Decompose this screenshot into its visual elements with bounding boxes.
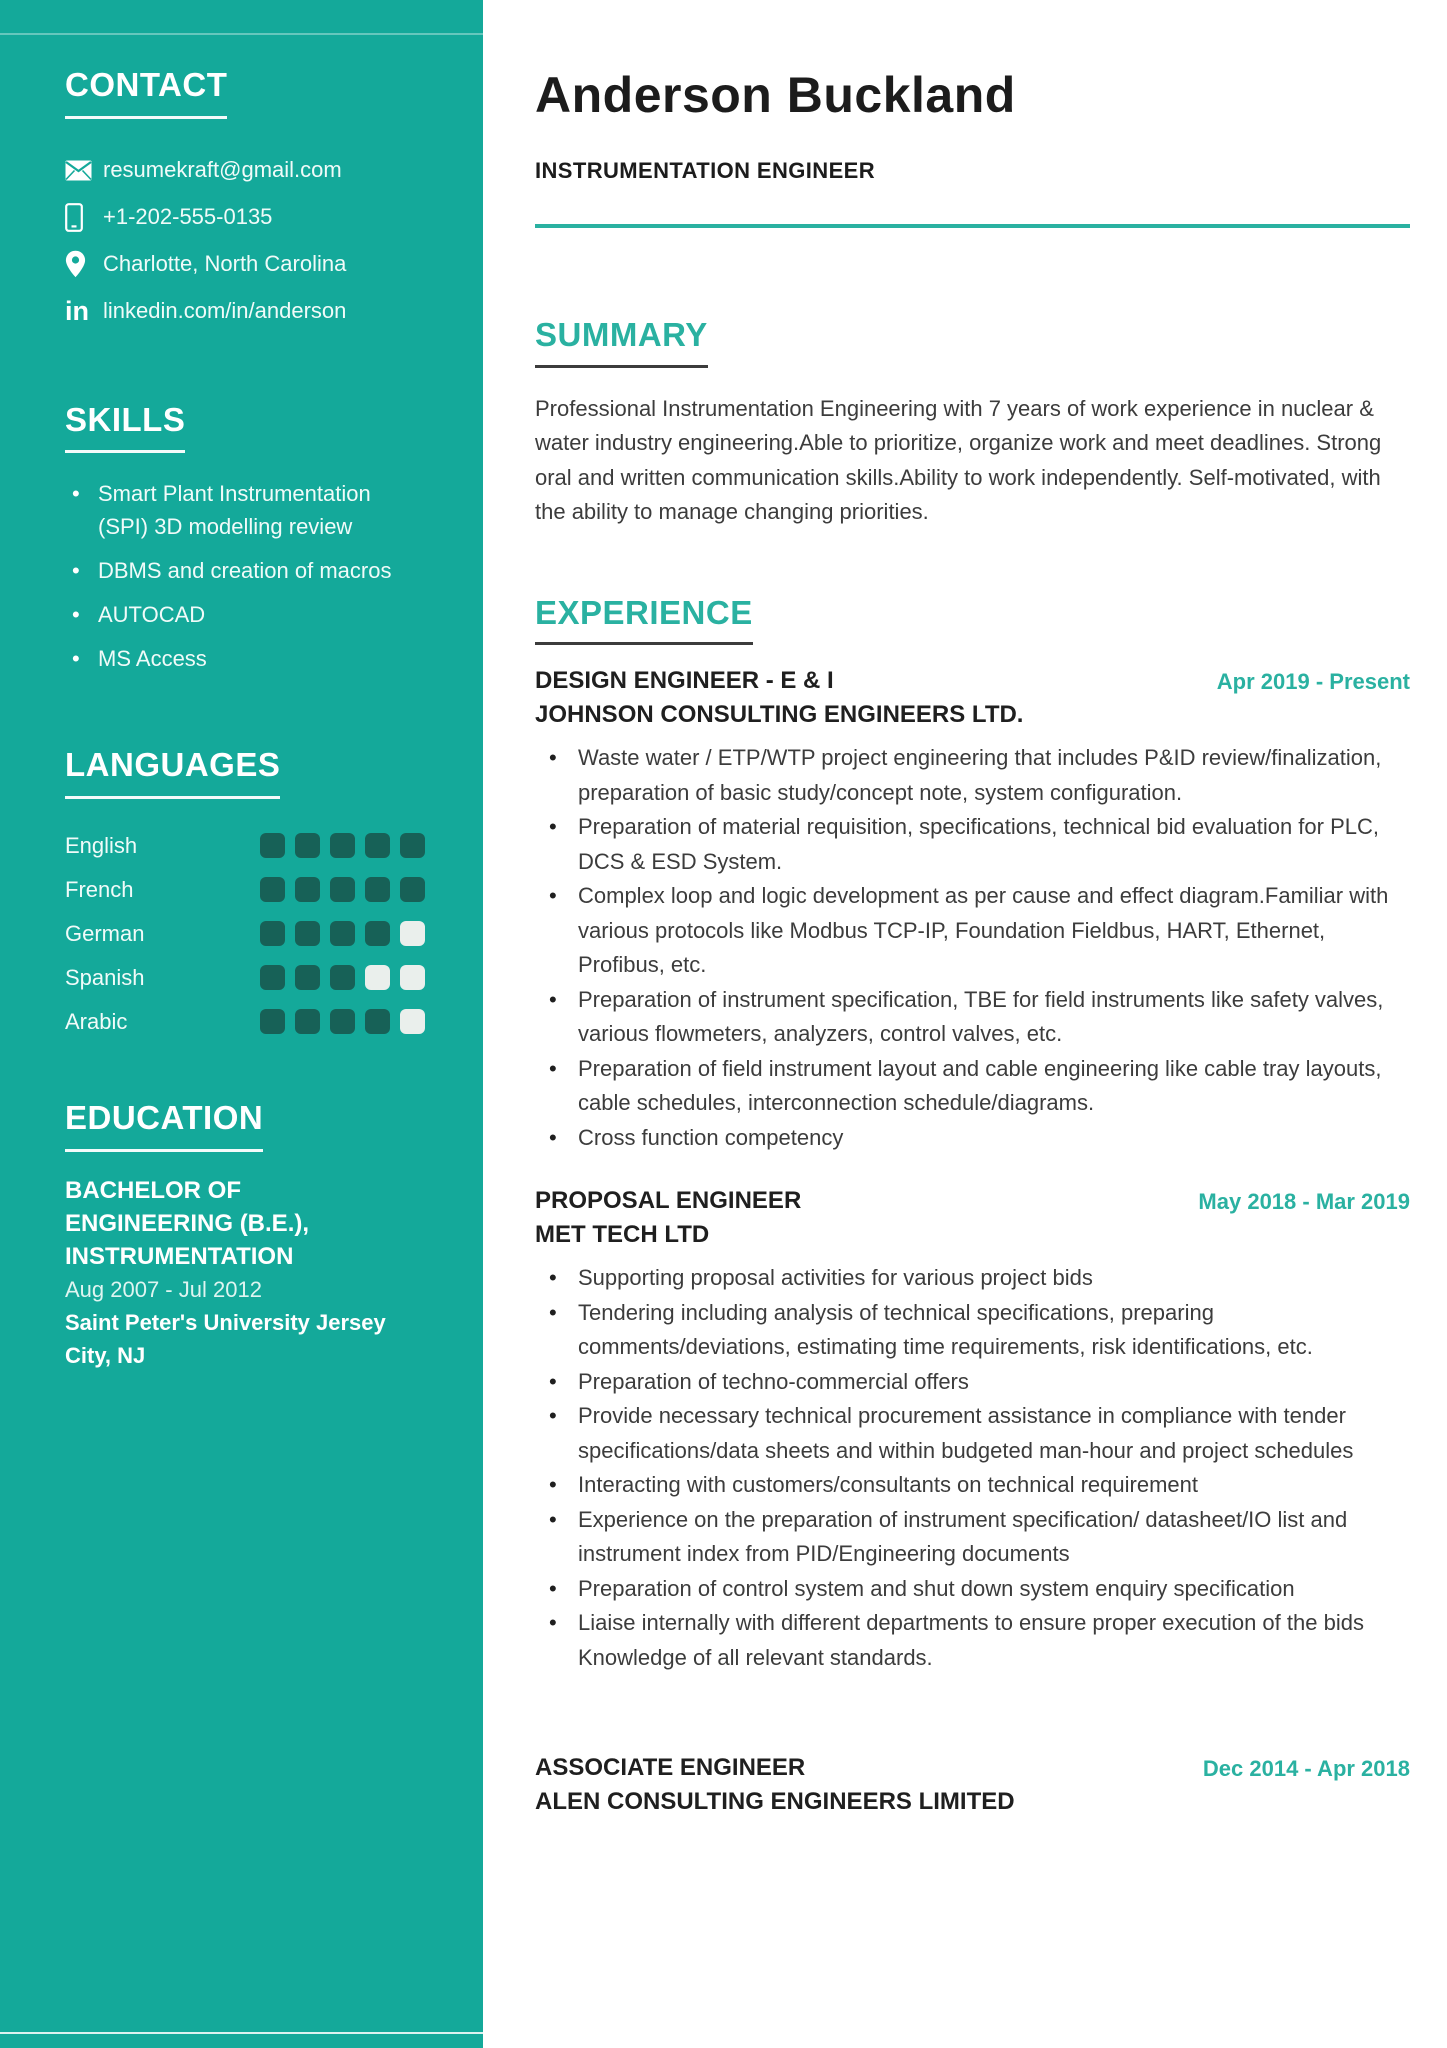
language-row: [65, 956, 425, 1000]
language-row: [65, 868, 425, 912]
level-square-filled: [260, 965, 285, 990]
level-square-filled: [295, 921, 320, 946]
language-row: [65, 824, 425, 868]
experience-section: [535, 593, 1410, 1818]
job-bullet: • Liaise internally with different departments to ensure proper execution of the bids Knowledge of all relevant standards.: [535, 1606, 1410, 1675]
language-label: German: [65, 920, 145, 946]
job-bullet: • Preparation of instrument specification, TBE for field instruments like safety valves, various flowmeters, analyzers, control valves, etc.: [535, 983, 1410, 1052]
contact-location-row: [65, 241, 425, 288]
person-name: Anderson Buckland: [535, 67, 1016, 123]
page-break-line-top: [0, 33, 483, 35]
skills-section: [65, 400, 425, 676]
level-square-filled: [260, 877, 285, 902]
job-bullet: • Preparation of techno-commercial offers: [535, 1365, 1410, 1400]
language-level-squares: [260, 921, 425, 946]
job-head: [535, 1186, 1410, 1216]
job-bullet: • Provide necessary technical procurement assistance in compliance with tender specifications/data sheets and within budgeted man-hour and project schedules: [535, 1399, 1410, 1468]
header-divider-rule: [535, 224, 1410, 228]
skill-item: • AUTOCAD: [65, 598, 425, 631]
education-degree: [65, 1174, 425, 1273]
level-square-filled: [400, 833, 425, 858]
education-school-line: City, NJ: [65, 1342, 146, 1368]
summary-text: Professional Instrumentation Engineering with 7 years of work experience in nuclear & water industry engineering.Able to prioritize, organize work and meet deadlines. Strong oral and written communication skills.Ability to work independently. Self-motivated, with the ability to manage changing priorities.: [535, 395, 1382, 525]
job-bullet: • Preparation of control system and shut down system enquiry specification: [535, 1572, 1410, 1607]
level-square-filled: [330, 877, 355, 902]
skill-item: • Smart Plant Instrumentation (SPI) 3D modelling review: [65, 477, 425, 543]
sidebar: [0, 0, 483, 2048]
level-square-filled: [365, 833, 390, 858]
level-square-filled: [330, 1009, 355, 1034]
job-bullet-list: [535, 741, 1410, 1155]
page-break-line-bottom: [0, 2032, 483, 2034]
job-bullet: • Supporting proposal activities for various project bids: [535, 1261, 1410, 1296]
language-rows: [65, 824, 425, 1044]
summary-heading: SUMMARY: [535, 318, 708, 368]
level-square-empty: [400, 921, 425, 946]
level-square-empty: [400, 1009, 425, 1034]
level-square-filled: [365, 1009, 390, 1034]
level-square-filled: [365, 877, 390, 902]
education-school-line: Saint Peter's University Jersey: [65, 1309, 386, 1335]
skill-item: • DBMS and creation of macros: [65, 554, 425, 587]
job-company: MET TECH LTD: [535, 1221, 710, 1249]
level-square-filled: [260, 833, 285, 858]
experience-heading: EXPERIENCE: [535, 596, 753, 646]
education-dates: Aug 2007 - Jul 2012: [65, 1276, 262, 1302]
job-company: JOHNSON CONSULTING ENGINEERS LTD.: [535, 701, 1024, 729]
level-square-filled: [295, 877, 320, 902]
main-column: [535, 0, 1410, 1817]
email-icon: [65, 160, 103, 181]
job-title: PROPOSAL ENGINEER: [535, 1187, 802, 1215]
skills-heading: SKILLS: [65, 403, 185, 454]
job-bullet: • Complex loop and logic development as per cause and effect diagram.Familiar with various protocols like Modbus TCP-IP, Foundation Fieldbus, HART, Ethernet, Profibus, etc.: [535, 879, 1410, 983]
level-square-filled: [295, 1009, 320, 1034]
contact-linkedin: linkedin.com/in/anderson: [103, 298, 347, 324]
language-level-squares: [260, 833, 425, 858]
language-level-squares: [260, 965, 425, 990]
skills-list: [65, 477, 425, 675]
contact-location: Charlotte, North Carolina: [103, 251, 347, 277]
contact-email-row: [65, 147, 425, 194]
education-heading: EDUCATION: [65, 1101, 263, 1152]
language-row: [65, 1000, 425, 1044]
level-square-filled: [295, 965, 320, 990]
job-dates: Dec 2014 - Apr 2018: [1202, 1756, 1410, 1782]
location-pin-icon: [65, 250, 103, 278]
level-square-filled: [295, 833, 320, 858]
summary-section: [535, 318, 1410, 530]
job-bullet: • Preparation of material requisition, specifications, technical bid evaluation for PLC, DCS & ESD System.: [535, 810, 1410, 879]
level-square-filled: [260, 921, 285, 946]
level-square-filled: [330, 921, 355, 946]
skill-item: • MS Access: [65, 642, 425, 675]
education-entry: [65, 1174, 425, 1372]
job-bullet: • Preparation of field instrument layout and cable engineering like cable tray layouts, cable schedules, interconnection schedule/diagrams.: [535, 1052, 1410, 1121]
job-entry: [535, 666, 1410, 1155]
job-bullet-list: [535, 1261, 1410, 1675]
level-square-filled: [330, 965, 355, 990]
contact-heading: CONTACT: [65, 68, 227, 119]
language-label: French: [65, 876, 134, 902]
job-bullet: • Waste water / ETP/WTP project engineering that includes P&ID review/finalization, preparation of basic study/concept note, system configuration.: [535, 741, 1410, 810]
language-row: [65, 912, 425, 956]
languages-heading: LANGUAGES: [65, 748, 280, 799]
job-head: [535, 1753, 1410, 1783]
language-label: Spanish: [65, 964, 145, 990]
education-degree-line: BACHELOR OF: [65, 1176, 241, 1204]
job-bullet: • Tendering including analysis of technical specifications, preparing comments/deviations, estimating time requirements, risk identifications, etc.: [535, 1296, 1410, 1365]
contact-linkedin-row: [65, 288, 425, 335]
education-school: [65, 1306, 425, 1372]
language-level-squares: [260, 1009, 425, 1034]
job-title: ASSOCIATE ENGINEER: [535, 1754, 806, 1782]
language-label: English: [65, 832, 138, 858]
level-square-filled: [365, 921, 390, 946]
job-bullet: • Interacting with customers/consultants on technical requirement: [535, 1468, 1410, 1503]
job-bullet: • Cross function competency: [535, 1121, 1410, 1156]
education-degree-line: INSTRUMENTATION: [65, 1242, 294, 1270]
job-company: ALEN CONSULTING ENGINEERS LIMITED: [535, 1788, 1015, 1816]
contact-phone-row: [65, 194, 425, 241]
contact-list: [65, 147, 425, 335]
contact-phone: +1-202-555-0135: [103, 204, 273, 230]
education-degree-line: ENGINEERING (B.E.),: [65, 1209, 310, 1237]
job-entry: [535, 1186, 1410, 1675]
job-bullet: • Experience on the preparation of instrument specification/ datasheet/IO list and instrument index from PID/Engineering documents: [535, 1503, 1410, 1572]
contact-email: resumekraft@gmail.com: [103, 157, 342, 183]
level-square-empty: [400, 965, 425, 990]
job-head: [535, 666, 1410, 696]
level-square-filled: [400, 877, 425, 902]
person-job-title: INSTRUMENTATION ENGINEER: [535, 158, 876, 183]
job-dates: May 2018 - Mar 2019: [1198, 1189, 1410, 1215]
level-square-filled: [330, 833, 355, 858]
job-dates: Apr 2019 - Present: [1216, 669, 1410, 695]
level-square-filled: [260, 1009, 285, 1034]
language-label: Arabic: [65, 1008, 128, 1034]
linkedin-icon: in: [65, 295, 89, 326]
job-entry: [535, 1753, 1410, 1817]
job-title: DESIGN ENGINEER - E & I: [535, 667, 834, 695]
education-section: [65, 1098, 425, 1372]
languages-section: [65, 748, 425, 1044]
phone-icon: [65, 203, 103, 232]
contact-section: [65, 68, 425, 335]
language-level-squares: [260, 877, 425, 902]
level-square-empty: [365, 965, 390, 990]
